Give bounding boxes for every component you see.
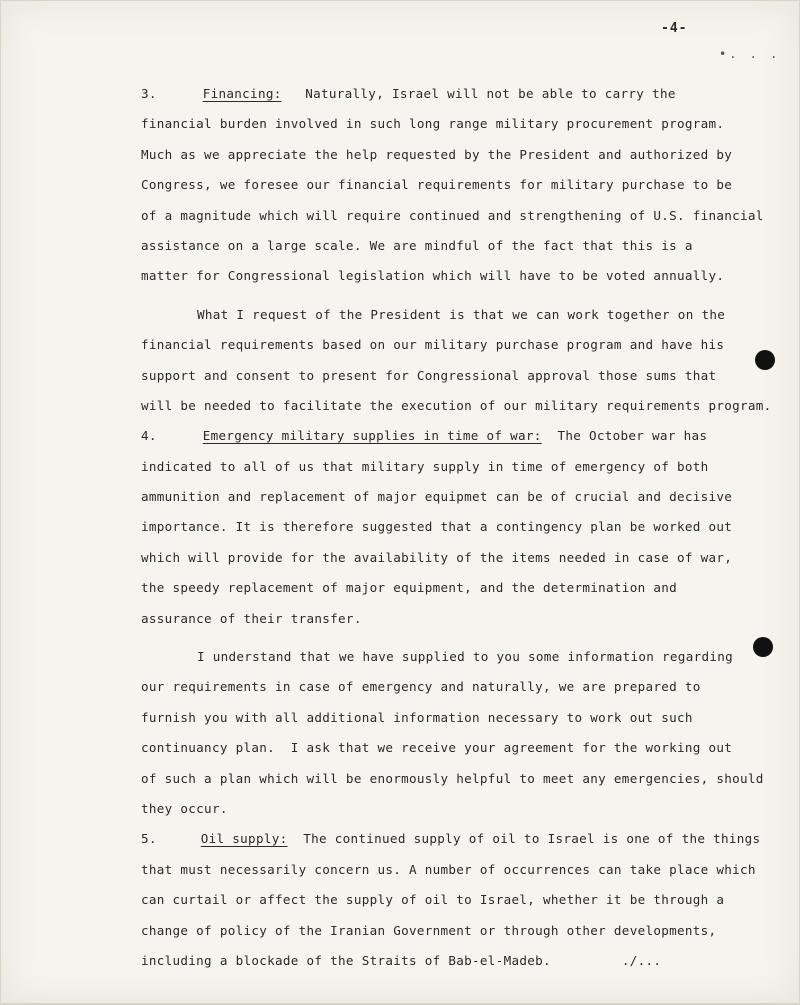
document-body — [141, 79, 771, 976]
text-line: will be needed to facilitate the execution of our military requirements program. — [141, 397, 772, 413]
text-line: matter for Congressional legislation which will have to be voted annually. — [141, 268, 725, 284]
text-line: support and consent to present for Congressional approval those sums that — [141, 367, 717, 383]
document-page — [1, 1, 799, 1003]
section-number: 3. — [141, 86, 157, 101]
text-line: of such a plan which will be enormously helpful to meet any emergencies, should — [141, 770, 764, 786]
paragraph-first-line — [141, 642, 771, 672]
text-line: assistance on a large scale. We are mindful of the fact that this is a — [141, 237, 693, 253]
text-line: I understand that we have supplied to you some information regarding — [197, 649, 733, 665]
text-line: indicated to all of us that military supply in time of emergency of both — [141, 458, 709, 474]
text-line: financial requirements based on our military purchase program and have his — [141, 337, 725, 353]
section-number: 4. — [141, 428, 157, 444]
text-line: importance. It is therefore suggested that a contingency plan be worked out — [141, 519, 733, 535]
text-line: assurance of their transfer. — [141, 610, 362, 626]
text-line: continuancy plan. I ask that we receive your agreement for the working out — [141, 740, 733, 756]
text-line: change of policy of the Iranian Government or through other developments, — [141, 922, 717, 938]
text-line: ammunition and replacement of major equipmet can be of crucial and decisive — [141, 489, 733, 505]
text-line: Congress, we foresee our financial requirements for military purchase to be — [141, 177, 733, 193]
text-line: including a blockade of the Straits of Bab-el-Madeb. — [141, 952, 551, 968]
text-line: can curtail or affect the supply of oil to Israel, whether it be through a — [141, 892, 725, 908]
text-line: What I request of the President is that we can work together on the — [197, 306, 726, 322]
continuation-mark: ./... — [621, 952, 662, 968]
section-heading: Emergency military supplies in time of war: — [202, 428, 542, 444]
text-line: which will provide for the availability of the items needed in case of war, — [141, 549, 733, 565]
section-number: 5. — [141, 831, 157, 847]
page-number: -4- — [661, 21, 688, 36]
section-5-first-line — [141, 824, 771, 854]
section-heading: Oil supply: — [200, 831, 288, 847]
corner-marks: •. . . — [719, 47, 781, 61]
text-line: financial burden involved in such long range military procurement program. — [141, 116, 725, 132]
paragraph-first-line — [141, 300, 771, 330]
last-line — [141, 946, 771, 976]
text-line: our requirements in case of emergency and naturally, we are prepared to — [141, 679, 701, 695]
section-3-first-line — [141, 79, 771, 109]
text-line: the speedy replacement of major equipment, and the determination and — [141, 580, 677, 596]
section-4-first-line — [141, 421, 771, 451]
text-line: The continued supply of oil to Israel is one of the things — [303, 831, 761, 847]
text-line: they occur. — [141, 800, 228, 816]
text-line: Much as we appreciate the help requested by the President and authorized by — [141, 146, 733, 162]
text-line: Naturally, Israel will not be able to carry the — [305, 86, 676, 101]
text-line: The October war has — [557, 428, 708, 444]
text-line: of a magnitude which will require continued and strengthening of U.S. financial — [141, 207, 764, 223]
text-line: furnish you with all additional information necessary to work out such — [141, 709, 693, 725]
text-line: that must necessarily concern us. A number of occurrences can take place which — [141, 861, 756, 877]
section-heading: Financing: — [202, 86, 282, 101]
